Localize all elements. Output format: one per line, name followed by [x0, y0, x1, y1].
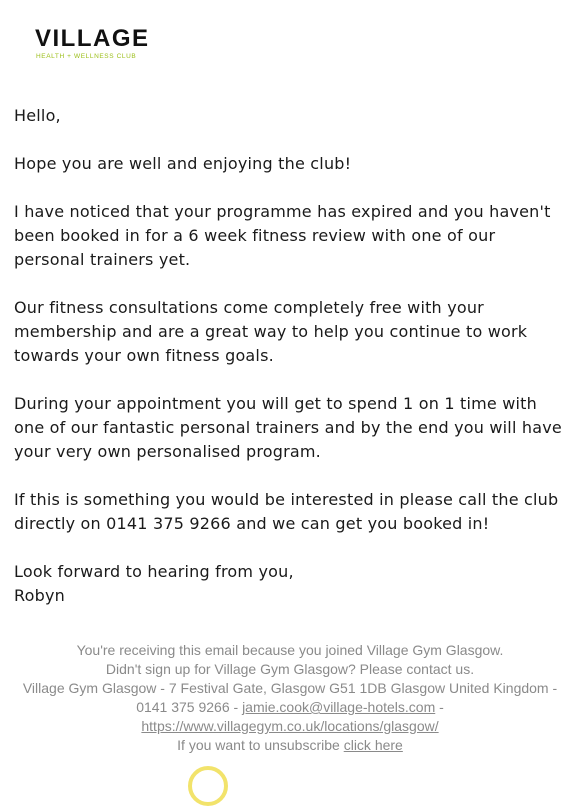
signature: Robyn [14, 586, 65, 605]
decorative-circle-icon [188, 766, 228, 806]
village-logo [35, 27, 160, 60]
paragraph-appointment: During your appointment you will get to spend 1 on 1 time with one of our fantastic personal trainers and by the end you will have your very own personalised program. [14, 394, 562, 461]
footer-contact-notice: Didn't sign up for Village Gym Glasgow? Please contact us. [105, 661, 475, 677]
unsubscribe-link[interactable]: click here [343, 737, 403, 753]
email-footer [18, 641, 562, 755]
paragraph-wellbeing: Hope you are well and enjoying the club! [14, 154, 352, 173]
unsubscribe-text: If you want to unsubscribe [177, 737, 344, 753]
greeting: Hello, [14, 106, 61, 125]
footer-website-link[interactable]: https://www.villagegym.co.uk/locations/glasgow/ [141, 718, 439, 734]
footer-email-link[interactable]: jamie.cook@village-hotels.com [242, 699, 436, 715]
email-body [14, 104, 570, 608]
paragraph-programme-expired: I have noticed that your programme has expired and you haven't been booked in for a 6 week fitness review with one of our personal trainers yet. [14, 202, 551, 269]
footer-reason: You're receiving this email because you joined Village Gym Glasgow. [76, 642, 504, 658]
paragraph-consultations: Our fitness consultations come completely free with your membership and are a great way to help you continue to work towards your own fitness goals. [14, 298, 528, 365]
logo-wordmark: VILLAGE [35, 25, 150, 52]
paragraph-call-club: If this is something you would be interested in please call the club directly on 0141 375 9266 and we can get you booked in! [14, 490, 559, 533]
footer-address-block [18, 679, 562, 736]
footer-address: Village Gym Glasgow - 7 Festival Gate, Glasgow G51 1DB Glasgow United Kingdom - 0141 375 9266 - [22, 680, 558, 715]
logo-tagline: HEALTH + WELLNESS CLUB [36, 53, 137, 60]
footer-separator: - [435, 699, 444, 715]
footer-unsubscribe [18, 736, 562, 755]
closing-line: Look forward to hearing from you, [14, 562, 294, 581]
